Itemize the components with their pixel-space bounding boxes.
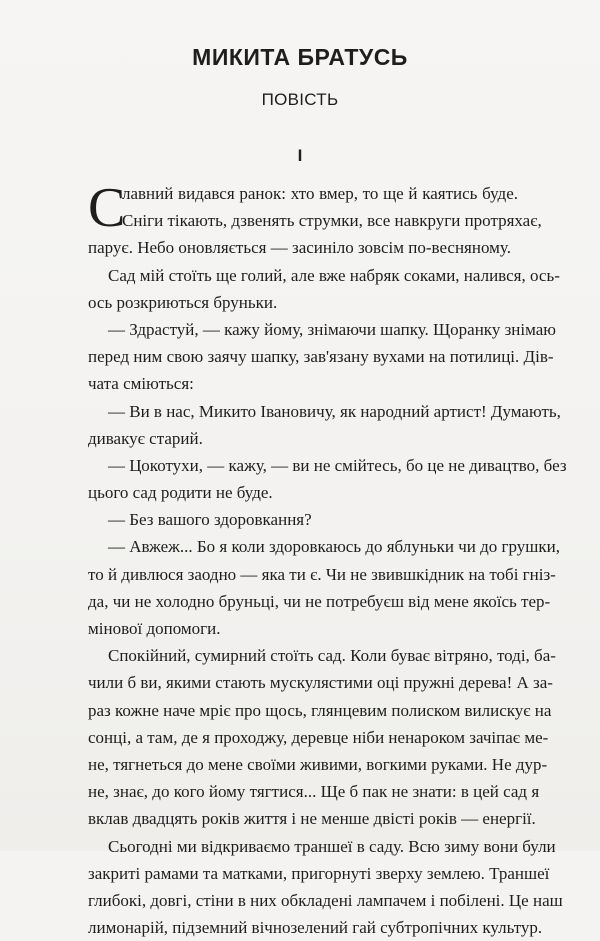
text-line: ось розкриються бруньки. (88, 292, 278, 312)
text-line: то й дивлюся заодно — яка ти є. Чи не звившкідник на тобі гніз- (88, 564, 556, 584)
chapter-number: I (297, 146, 303, 165)
text-line: не, знає, до кого йому тягтися... Ще б пак не знати: в цей сад я (88, 782, 540, 802)
text-line: лимонарій, підземний вічнозелений гай субтропічних культур. (88, 918, 543, 938)
text-line: парує. Небо оновляється — засиніло зовсім по-весняному. (88, 238, 511, 258)
text-line: чата сміються: (88, 374, 194, 394)
text-line: — Без вашого здоровкання? (108, 510, 312, 530)
book-subtitle: ПОВІСТЬ (261, 90, 339, 109)
body-text (88, 177, 567, 941)
text-line: сонці, а там, де я проходжу, деревце ніби ненароком зачіпає ме- (88, 727, 549, 747)
text-line: перед ним свою заячу шапку, зав'язану вухами на потилиці. Дів- (88, 347, 554, 367)
text-line: — Цокотухи, — кажу, — ви не смійтесь, бо це не дивацтво, без (108, 455, 567, 475)
text-line: Сад мій стоїть ще голий, але вже набряк соками, налився, ось- (108, 265, 560, 285)
text-line: — Ви в нас, Микито Івановичу, як народний артист! Думають, (108, 401, 561, 421)
text-line: вклав двадцять років життя і не менше двісті років — енергії. (88, 809, 536, 829)
text-line: лавний видався ранок: хто вмер, то ще й каятись буде. (122, 184, 518, 203)
text-line: — Авжеж... Бо я коли здоровкаюсь до яблуньки чи до грушки, (108, 537, 560, 557)
text-line: дивакує старий. (88, 428, 203, 448)
text-line: — Здрастуй, — кажу йому, знімаючи шапку. Щоранку знімаю (108, 319, 556, 339)
text-line: мінової допомоги. (88, 619, 221, 638)
text-line: Сніги тікають, дзвенять струмки, все навкруги протряхає, (122, 211, 542, 231)
text-line: раз кожне наче мріє про щось, глянцевим полиском вилискує на (88, 700, 552, 720)
text-line: Сьогодні ми відкриваємо траншеї в саду. Всю зиму вони були (108, 836, 556, 856)
text-line: глибокі, довгі, стіни в них обкладені лампачем і побілені. Це наш (88, 890, 563, 910)
text-line: да, чи не холодно бруньці, чи не потребуєш від мене якоїсь тер- (88, 591, 551, 611)
text-line: Спокійний, сумирний стоїть сад. Коли буває вітряно, тоді, ба- (108, 646, 556, 666)
drop-cap: С (88, 177, 126, 239)
book-title: МИКИТА БРАТУСЬ (192, 44, 408, 70)
text-line: не, тягнеться до мене своїми живими, вогкими руками. Не дур- (88, 754, 548, 774)
text-line: чили б ви, якими стають мускулястими оці пружні дерева! А за- (88, 673, 553, 693)
text-line: закриті рамами та матками, пригорнуті зверху землею. Траншеї (88, 863, 550, 883)
text-line: цього сад родити не буде. (88, 483, 273, 503)
